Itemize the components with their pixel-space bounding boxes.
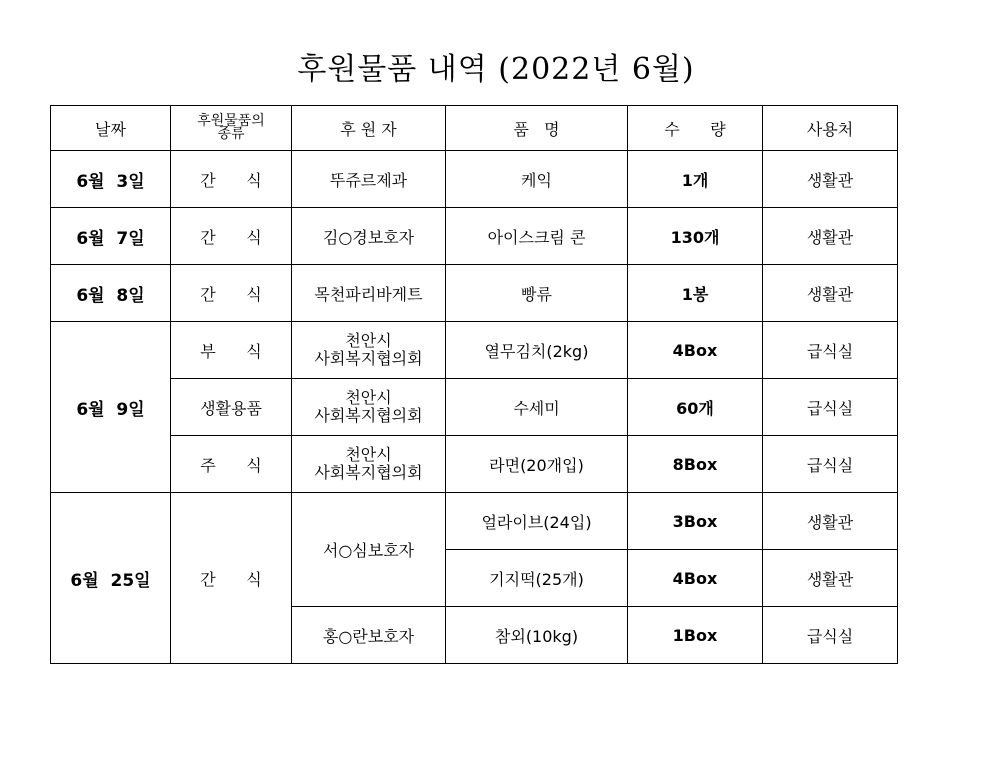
cell-item: 라면(20개입) (446, 436, 628, 493)
cell-qty: 130개 (628, 208, 763, 265)
cell-donor-line2: 사회복지협의회 (314, 349, 423, 368)
cell-donor-line1: 천안시 (345, 331, 392, 350)
cell-place: 생활관 (763, 550, 898, 607)
cell-place: 생활관 (763, 151, 898, 208)
cell-qty: 4Box (628, 550, 763, 607)
cell-donor-line2: 사회복지협의회 (314, 463, 423, 482)
cell-qty: 3Box (628, 493, 763, 550)
cell-donor: 목천파리바게트 (292, 265, 446, 322)
cell-qty: 4Box (628, 322, 763, 379)
cell-item: 빵류 (446, 265, 628, 322)
header-place: 사용처 (763, 106, 898, 151)
header-donor: 후 원 자 (292, 106, 446, 151)
table-header-row (51, 106, 898, 151)
table-row (51, 493, 898, 550)
cell-qty: 60개 (628, 379, 763, 436)
donation-table (50, 105, 898, 664)
cell-place: 급식실 (763, 322, 898, 379)
cell-date: 6월 7일 (51, 208, 171, 265)
table-row (51, 151, 898, 208)
cell-place: 급식실 (763, 607, 898, 664)
header-item: 품 명 (446, 106, 628, 151)
cell-qty: 1Box (628, 607, 763, 664)
cell-qty: 1개 (628, 151, 763, 208)
header-type-line1: 후원물품의 (197, 113, 265, 129)
cell-donor: 서○심보호자 (292, 493, 446, 607)
table-row (51, 379, 898, 436)
table-row (51, 436, 898, 493)
cell-donor-line2: 사회복지협의회 (314, 406, 423, 425)
cell-place: 생활관 (763, 265, 898, 322)
cell-donor (292, 322, 446, 379)
cell-place: 급식실 (763, 379, 898, 436)
cell-item: 열무김치(2kg) (446, 322, 628, 379)
cell-donor: 뚜쥬르제과 (292, 151, 446, 208)
cell-donor: 김○경보호자 (292, 208, 446, 265)
cell-donor: 홍○란보호자 (292, 607, 446, 664)
page-title: 후원물품 내역 (2022년 6월) (297, 52, 695, 87)
cell-place: 급식실 (763, 436, 898, 493)
cell-item: 얼라이브(24입) (446, 493, 628, 550)
cell-donor (292, 379, 446, 436)
cell-date: 6월 3일 (51, 151, 171, 208)
cell-type: 간 식 (171, 265, 292, 322)
table-row (51, 322, 898, 379)
cell-type: 부 식 (171, 322, 292, 379)
cell-type: 간 식 (171, 151, 292, 208)
cell-donor (292, 436, 446, 493)
header-date: 날짜 (51, 106, 171, 151)
table-row (51, 208, 898, 265)
header-type-line2: 종류 (217, 126, 245, 142)
cell-item: 아이스크림 콘 (446, 208, 628, 265)
header-type (171, 106, 292, 151)
cell-item: 기지떡(25개) (446, 550, 628, 607)
cell-donor-line1: 천안시 (345, 445, 392, 464)
cell-item: 참외(10kg) (446, 607, 628, 664)
cell-type: 생활용품 (171, 379, 292, 436)
cell-item: 케익 (446, 151, 628, 208)
cell-date: 6월 25일 (51, 493, 171, 664)
cell-date: 6월 8일 (51, 265, 171, 322)
cell-qty: 8Box (628, 436, 763, 493)
cell-date: 6월 9일 (51, 322, 171, 493)
cell-type: 간 식 (171, 208, 292, 265)
cell-place: 생활관 (763, 208, 898, 265)
header-qty: 수 량 (628, 106, 763, 151)
cell-type: 간 식 (171, 493, 292, 664)
cell-item: 수세미 (446, 379, 628, 436)
cell-place: 생활관 (763, 493, 898, 550)
cell-qty: 1봉 (628, 265, 763, 322)
table-row (51, 265, 898, 322)
cell-donor-line1: 천안시 (345, 388, 392, 407)
cell-type: 주 식 (171, 436, 292, 493)
